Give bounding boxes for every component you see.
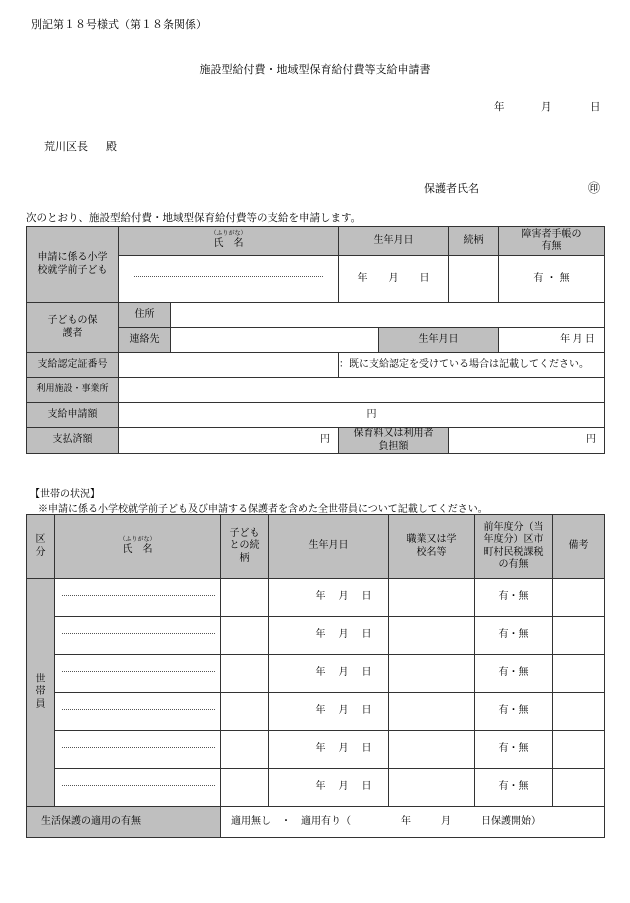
birth-header: 生年月日 [339,227,449,256]
member-relation-header: 子どもとの続柄 [221,515,269,579]
child-label: 申請に係る小学校就学前子ども [27,227,119,303]
cert-field[interactable] [119,353,339,378]
remarks-header: 備考 [553,515,605,579]
member-name-field[interactable] [55,617,221,655]
welfare-choice[interactable]: 適用無し ・ 適用有り（ 年 月 日保護開始） [221,807,605,838]
member-occupation-field[interactable] [389,731,475,769]
member-name-field[interactable] [55,769,221,807]
household-note: ※申請に係る小学校就学前子ども及び申請する保護者を含めた全世帯員について記載してください。 [38,504,488,515]
cert-label: 支給認定証番号 [27,353,119,378]
member-tax-choice[interactable]: 有・無 [475,655,553,693]
member-remarks-field[interactable] [553,769,605,807]
member-relation-field[interactable] [221,617,269,655]
amount-field[interactable]: 円 [119,403,605,428]
disability-header: 障害者手帳の有無 [499,227,605,256]
addressee-honorific: 殿 [106,140,117,153]
applicant-table [26,226,605,454]
member-birth-field[interactable]: 年 月 日 [269,769,389,807]
guardian-birth-label: 生年月日 [379,328,499,353]
member-relation-field[interactable] [221,731,269,769]
member-tax-header: 前年度分（当年度分）区市町村民税課税の有無 [475,515,553,579]
member-birth-field[interactable]: 年 月 日 [269,579,389,617]
fee-field[interactable]: 円 [449,428,605,454]
member-birth-field[interactable]: 年 月 日 [269,731,389,769]
guardian-birth-field[interactable]: 年 月 日 [499,328,605,353]
member-remarks-field[interactable] [553,655,605,693]
member-name-field[interactable] [55,579,221,617]
address-label: 住所 [119,303,171,328]
cert-note: ：既に支給認定を受けている場合は記載してください。 [339,353,605,378]
name-header: （ふりがな） 氏 名 [119,227,339,256]
child-relation-field[interactable] [449,256,499,303]
category-header: 区分 [27,515,55,579]
date-month-label: 月 [541,101,552,113]
facility-label: 利用施設・事業所 [27,378,119,403]
member-tax-choice[interactable]: 有・無 [475,769,553,807]
member-tax-choice[interactable]: 有・無 [475,579,553,617]
contact-label: 連絡先 [119,328,171,353]
addressee-name: 荒川区長 [44,140,88,153]
disability-choice[interactable]: 有 ・ 無 [499,256,605,303]
member-relation-field[interactable] [221,769,269,807]
member-occupation-field[interactable] [389,693,475,731]
member-name-header: （ふりがな） 氏 名 [55,515,221,579]
addressee [44,138,117,154]
member-birth-field[interactable]: 年 月 日 [269,655,389,693]
household-table [26,514,605,838]
member-birth-field[interactable]: 年 月 日 [269,617,389,655]
member-name-field[interactable] [55,731,221,769]
member-occupation-field[interactable] [389,655,475,693]
facility-field[interactable] [119,378,605,403]
child-birth-field[interactable]: 年 月 日 [339,256,449,303]
seal-mark: ㊞ [588,181,601,195]
member-remarks-field[interactable] [553,731,605,769]
paid-label: 支払済額 [27,428,119,454]
guardian-label: 子どもの保護者 [27,303,119,353]
member-tax-choice[interactable]: 有・無 [475,731,553,769]
member-occupation-field[interactable] [389,769,475,807]
member-occupation-field[interactable] [389,617,475,655]
amount-label: 支給申請額 [27,403,119,428]
contact-field[interactable] [171,328,379,353]
member-remarks-field[interactable] [553,579,605,617]
member-tax-choice[interactable]: 有・無 [475,617,553,655]
member-name-field[interactable] [55,693,221,731]
fee-label: 保育料又は利用者負担額 [339,428,449,454]
date-day-label: 日 [590,101,601,113]
member-birth-field[interactable]: 年 月 日 [269,693,389,731]
paid-field[interactable]: 円 [119,428,339,454]
member-relation-field[interactable] [221,655,269,693]
intro-text: 次のとおり、施設型給付費・地域型保育給付費等の支給を申請します。 [26,212,362,224]
member-occupation-field[interactable] [389,579,475,617]
member-remarks-field[interactable] [553,617,605,655]
document-title: 施設型給付費・地域型保育給付費等支給申請書 [199,63,431,76]
welfare-label: 生活保護の適用の有無 [27,807,221,838]
household-member-category: 世帯員 [27,579,55,807]
member-birth-header: 生年月日 [269,515,389,579]
guardian-name-label: 保護者氏名 [424,182,479,195]
member-relation-field[interactable] [221,579,269,617]
member-name-field[interactable] [55,655,221,693]
member-remarks-field[interactable] [553,693,605,731]
child-name-field[interactable] [119,256,339,303]
member-occupation-header: 職業又は学校名等 [389,515,475,579]
member-tax-choice[interactable]: 有・無 [475,693,553,731]
form-number: 別記第１８号様式（第１８条関係） [31,18,207,31]
relation-header: 続柄 [449,227,499,256]
member-relation-field[interactable] [221,693,269,731]
date-year-label: 年 [494,101,505,113]
household-heading: 【世帯の状況】 [30,489,100,500]
address-field[interactable] [171,303,605,328]
